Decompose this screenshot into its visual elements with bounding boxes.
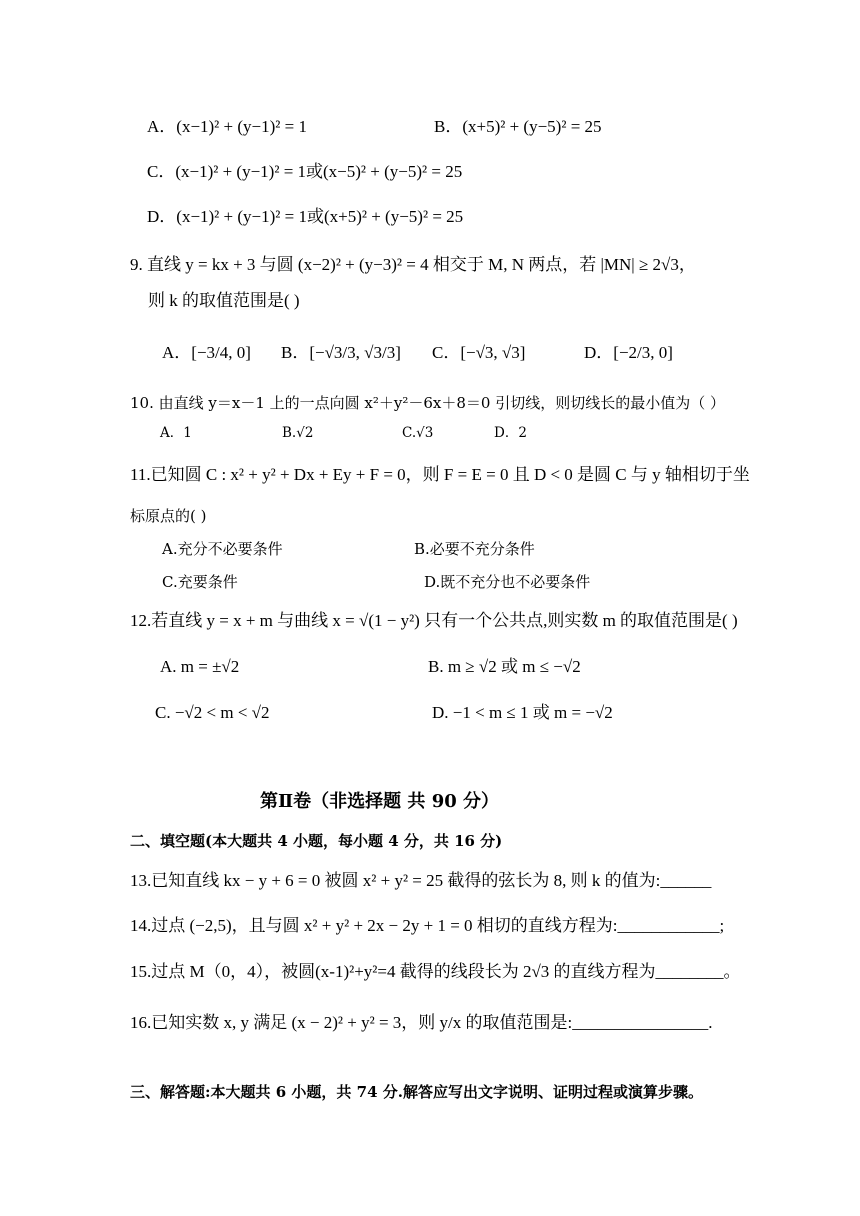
q10-option-a: A．1 [160,425,192,441]
q12-option-a: A. m = ±√2 [160,657,240,676]
part-2-heading: 二、填空题(本大题共 4 小题，每小题 4 分，共 16 分) [130,832,503,850]
q8-option-d: D．(x−1)² + (y−1)² = 1或(x+5)² + (y−5)² = 25 [147,207,464,226]
q8-option-a: A．(x−1)² + (y−1)² = 1 [147,117,307,136]
q9-stem: 9. 直线 y = kx + 3 与圆 (x−2)² + (y−3)² = 4 相交于 M, N 两点，若 |MN| ≥ 2√3， [130,255,696,274]
q12-option-c: C. −√2 < m < √2 [155,703,270,722]
q9-option-d: D．[−2/3, 0] [584,343,673,362]
q8-option-c: C．(x−1)² + (y−1)² = 1或(x−5)² + (y−5)² = 25 [147,162,463,181]
q9-option-b: B．[−√3/3, √3/3] [281,343,401,362]
q11-option-d: D.既不充分也不必要条件 [424,573,591,591]
q12-option-b: B. m ≥ √2 或 m ≤ −√2 [428,657,581,676]
q9-option-a: A．[−3/4, 0] [162,343,251,362]
q11-option-c: C.充要条件 [162,573,238,591]
q11-option-b: B.必要不充分条件 [414,540,535,558]
q11-stem: 11.已知圆 C : x² + y² + Dx + Ey + F = 0，则 F = E = 0 且 D < 0 是圆 C 与 y 轴相切于坐 [130,465,750,484]
q16: 16.已知实数 x, y 满足 (x − 2)² + y² = 3，则 y/x 的取值范围是:________________. [130,1013,713,1032]
q11-stem-2: 标原点的( ) [130,507,207,525]
q10-option-c: C.√3 [402,425,434,441]
q10-option-b: B.√2 [282,425,314,441]
q8-option-b: B．(x+5)² + (y−5)² = 25 [434,117,602,136]
q10-option-d: D．2 [494,425,527,441]
q15: 15.过点 M（0，4），被圆(x-1)²+y²=4 截得的线段长为 2√3 的直线方程为________。 [130,962,741,981]
q12-stem: 12.若直线 y = x + m 与曲线 x = √(1 − y²) 只有一个公共点,则实数 m 的取值范围是( ) [130,611,738,630]
q9-stem-2: 则 k 的取值范围是( ) [148,291,300,310]
q11-option-a: A.充分不必要条件 [162,540,283,558]
q10-stem: 10. 由直线 y＝x－1 上的一点向圆 x²＋y²－6x＋8＝0 引切线，则切线长的最小值为（ ） [130,394,725,412]
part-3-heading: 三、解答题:本大题共 6 小题，共 74 分.解答应写出文字说明、证明过程或演算步骤。 [130,1083,703,1101]
section-2-title: 第Ⅱ卷（非选择题 共 90 分） [260,791,500,812]
q12-option-d: D. −1 < m ≤ 1 或 m = −√2 [432,703,613,722]
q13: 13.已知直线 kx − y + 6 = 0 被圆 x² + y² = 25 截得的弦长为 8, 则 k 的值为:______ [130,871,712,890]
q9-option-c: C．[−√3, √3] [432,343,526,362]
q14: 14.过点 (−2,5)，且与圆 x² + y² + 2x − 2y + 1 = 0 相切的直线方程为:____________; [130,916,725,935]
